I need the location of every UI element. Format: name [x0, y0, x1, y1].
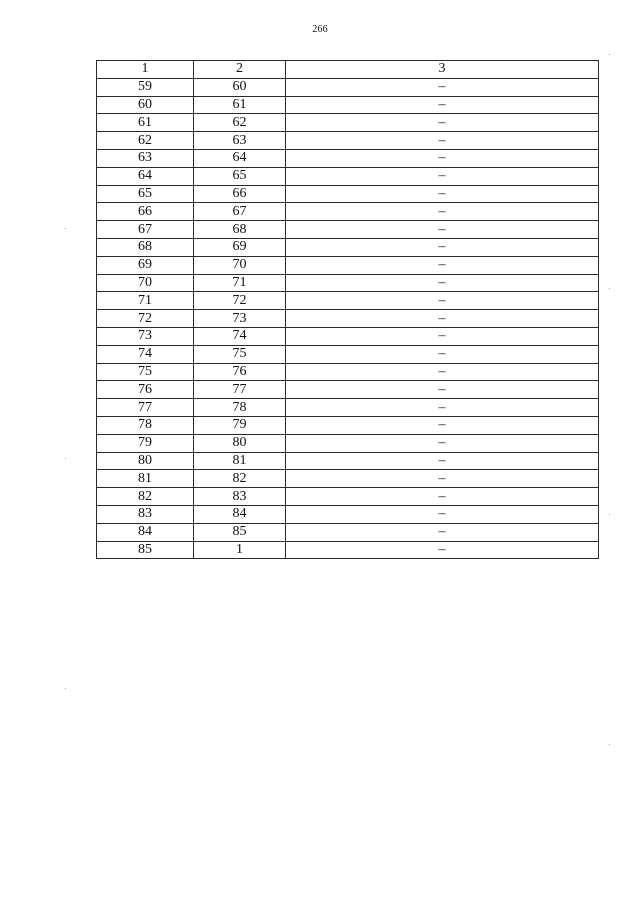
table-row: [97, 399, 599, 417]
table-cell-col-2: 73: [194, 310, 286, 328]
table-row: [97, 470, 599, 488]
table-cell-col-2: 1: [194, 541, 286, 559]
table-cell-col-1: 62: [97, 132, 194, 150]
table-cell-col-2: 63: [194, 132, 286, 150]
table-header: [97, 61, 599, 79]
scan-speck: [609, 514, 610, 515]
table-cell-col-3: –: [286, 132, 599, 150]
table-row: [97, 363, 599, 381]
table-cell-col-2: 72: [194, 292, 286, 310]
table-row: [97, 238, 599, 256]
table-cell-col-2: 60: [194, 78, 286, 96]
table-cell-col-3: –: [286, 363, 599, 381]
table-cell-col-2: 79: [194, 416, 286, 434]
table-cell-col-3: –: [286, 345, 599, 363]
table-cell-col-1: 74: [97, 345, 194, 363]
table-row: [97, 292, 599, 310]
table-row: [97, 185, 599, 203]
table-cell-col-3: –: [286, 488, 599, 506]
scan-speck: [609, 744, 610, 745]
table-row: [97, 381, 599, 399]
table-row: [97, 149, 599, 167]
table-cell-col-3: –: [286, 149, 599, 167]
table-row: [97, 256, 599, 274]
table-cell-col-3: –: [286, 221, 599, 239]
table-cell-col-3: –: [286, 452, 599, 470]
table-cell-col-2: 62: [194, 114, 286, 132]
table-cell-col-3: –: [286, 523, 599, 541]
table-cell-col-1: 75: [97, 363, 194, 381]
table-cell-col-2: 84: [194, 505, 286, 523]
scan-speck: [65, 228, 66, 229]
table-row: [97, 274, 599, 292]
table-row: [97, 167, 599, 185]
table-cell-col-1: 61: [97, 114, 194, 132]
table-cell-col-2: 67: [194, 203, 286, 221]
scan-speck: [609, 54, 610, 55]
table-cell-col-2: 71: [194, 274, 286, 292]
table-cell-col-1: 68: [97, 238, 194, 256]
table-cell-col-2: 77: [194, 381, 286, 399]
table-cell-col-1: 67: [97, 221, 194, 239]
table-row: [97, 327, 599, 345]
table-row: [97, 345, 599, 363]
table-row: [97, 452, 599, 470]
table-cell-col-2: 64: [194, 149, 286, 167]
scan-speck: [609, 288, 610, 289]
table-row: [97, 96, 599, 114]
table-row: [97, 434, 599, 452]
table-cell-col-3: –: [286, 470, 599, 488]
table-cell-col-3: –: [286, 238, 599, 256]
table-cell-col-1: 79: [97, 434, 194, 452]
table-cell-col-3: –: [286, 541, 599, 559]
table-row: [97, 203, 599, 221]
table-cell-col-3: –: [286, 256, 599, 274]
table-cell-col-1: 60: [97, 96, 194, 114]
table-cell-col-1: 64: [97, 167, 194, 185]
table-row: [97, 541, 599, 559]
table-cell-col-1: 81: [97, 470, 194, 488]
table-cell-col-1: 83: [97, 505, 194, 523]
table-row: [97, 488, 599, 506]
table-row: [97, 310, 599, 328]
table-cell-col-1: 69: [97, 256, 194, 274]
table-cell-col-2: 75: [194, 345, 286, 363]
table-cell-col-3: –: [286, 167, 599, 185]
table-row: [97, 221, 599, 239]
table-cell-col-2: 82: [194, 470, 286, 488]
table-cell-col-3: –: [286, 203, 599, 221]
table-cell-col-2: 61: [194, 96, 286, 114]
table-cell-col-1: 82: [97, 488, 194, 506]
table-cell-col-3: –: [286, 78, 599, 96]
page-number: 266: [312, 24, 328, 35]
column-header-1: 1: [97, 61, 194, 79]
table-cell-col-1: 70: [97, 274, 194, 292]
table-cell-col-3: –: [286, 292, 599, 310]
table-cell-col-1: 77: [97, 399, 194, 417]
table-cell-col-3: –: [286, 274, 599, 292]
column-header-3: 3: [286, 61, 599, 79]
table-cell-col-2: 80: [194, 434, 286, 452]
table-cell-col-1: 84: [97, 523, 194, 541]
table-cell-col-2: 74: [194, 327, 286, 345]
table-cell-col-2: 70: [194, 256, 286, 274]
scan-speck: [65, 458, 66, 459]
table-cell-col-2: 69: [194, 238, 286, 256]
column-header-2: 2: [194, 61, 286, 79]
table-cell-col-2: 76: [194, 363, 286, 381]
table-row: [97, 132, 599, 150]
table-cell-col-1: 72: [97, 310, 194, 328]
table-cell-col-1: 71: [97, 292, 194, 310]
table-cell-col-2: 78: [194, 399, 286, 417]
table-cell-col-2: 83: [194, 488, 286, 506]
table-cell-col-3: –: [286, 505, 599, 523]
table-cell-col-2: 66: [194, 185, 286, 203]
scan-speck: [65, 688, 66, 689]
data-table: [96, 60, 599, 559]
table-cell-col-1: 65: [97, 185, 194, 203]
header-row: [97, 61, 599, 79]
table-cell-col-2: 68: [194, 221, 286, 239]
table-cell-col-1: 76: [97, 381, 194, 399]
table-cell-col-3: –: [286, 327, 599, 345]
table-cell-col-3: –: [286, 416, 599, 434]
table-cell-col-2: 81: [194, 452, 286, 470]
table-cell-col-1: 66: [97, 203, 194, 221]
table-cell-col-1: 59: [97, 78, 194, 96]
table-cell-col-1: 80: [97, 452, 194, 470]
table-row: [97, 416, 599, 434]
table-cell-col-1: 63: [97, 149, 194, 167]
table-row: [97, 523, 599, 541]
table-cell-col-3: –: [286, 434, 599, 452]
table-cell-col-2: 65: [194, 167, 286, 185]
table-cell-col-1: 73: [97, 327, 194, 345]
table-body: [97, 78, 599, 559]
table-cell-col-3: –: [286, 310, 599, 328]
table-cell-col-1: 78: [97, 416, 194, 434]
table-cell-col-3: –: [286, 399, 599, 417]
table-cell-col-3: –: [286, 114, 599, 132]
table-cell-col-3: –: [286, 185, 599, 203]
table-cell-col-1: 85: [97, 541, 194, 559]
table-row: [97, 505, 599, 523]
table-cell-col-3: –: [286, 96, 599, 114]
table-row: [97, 78, 599, 96]
table-cell-col-3: –: [286, 381, 599, 399]
table-cell-col-2: 85: [194, 523, 286, 541]
table-row: [97, 114, 599, 132]
